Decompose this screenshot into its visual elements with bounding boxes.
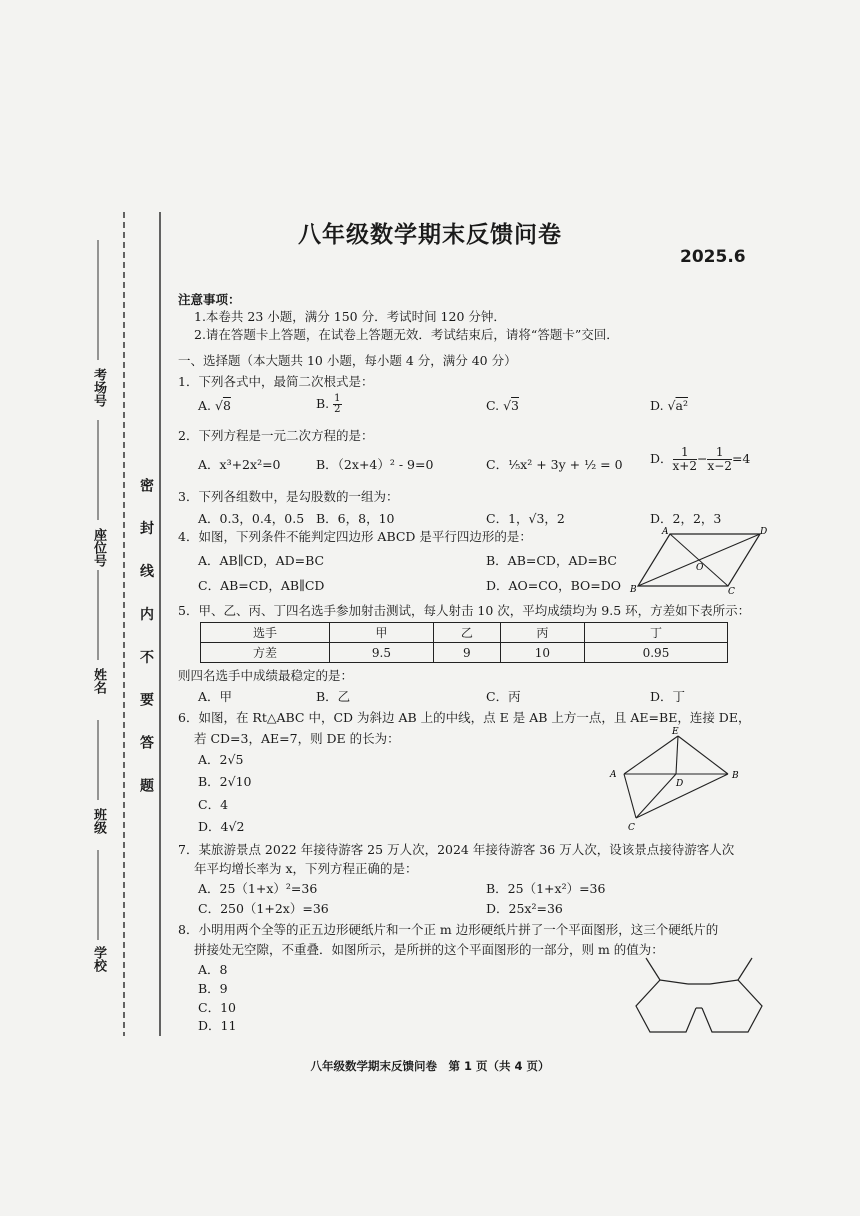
- m-gon-edge: [738, 958, 752, 980]
- left-pentagon: [636, 980, 696, 1032]
- name-label: 姓名: [91, 668, 106, 694]
- table-header-cell: 乙: [433, 623, 500, 643]
- segment-ac: [624, 774, 636, 818]
- q5-stem: 5．甲、乙、丙、丁四名选手参加射击测试，每人射击 10 次，平均成绩均为 9.5 环，方差如下表所示：: [178, 603, 751, 618]
- seat-label: 座位号: [91, 528, 106, 567]
- right-pentagon: [702, 980, 762, 1032]
- q2-option-d: D． $\frac{1}{x+2}$ − $\frac{1}{x-2}$ =4: [650, 445, 751, 473]
- point-label: B: [630, 585, 637, 594]
- segment-ae: [624, 736, 678, 774]
- q4-parallelogram-figure: [628, 524, 768, 594]
- q3-option-c: C．1，√3，2: [486, 511, 565, 526]
- q5-option-a: A．甲: [198, 689, 233, 704]
- q7-option-b: B．25（1+x²）=36: [486, 881, 606, 896]
- table-cell: 0.95: [584, 643, 727, 663]
- table-cell: 10: [500, 643, 584, 663]
- section1-heading: 一、选择题（本大题共 10 小题，每小题 4 分，满分 40 分）: [178, 353, 517, 368]
- q5-question: 则四名选手中成绩最稳定的是：: [178, 668, 354, 683]
- point-label: E: [672, 727, 679, 737]
- point-label: A: [662, 527, 669, 537]
- q4-option-d: D．AO=CO，BO=DO: [486, 578, 621, 593]
- q8-option-c: C．10: [198, 1000, 236, 1015]
- seal-line-text: 密 封 线 内 不 要 答 题: [138, 478, 154, 805]
- q3-stem: 3．下列各组数中，是勾股数的一组为：: [178, 489, 399, 504]
- q8-stem-2: 拼接处无空隙，不重叠．如图所示，是所拼的这个平面图形的一部分，则 m 的值为：: [194, 942, 664, 957]
- notes-heading: 注意事项：: [178, 292, 241, 307]
- m-gon-edge: [646, 958, 660, 980]
- q6-option-b: B．2√10: [198, 774, 252, 789]
- q2-option-b: B．（2x+4）² - 9=0: [316, 457, 434, 472]
- segment-cd: [636, 774, 676, 818]
- table-cell: 9.5: [330, 643, 434, 663]
- q5-option-d: D．丁: [650, 689, 686, 704]
- page-footer: 八年级数学期末反馈问卷 第 1 页（共 4 页）: [310, 1059, 550, 1073]
- q6-option-c: C．4: [198, 797, 229, 812]
- q7-option-a: A．25（1+x）²=36: [198, 881, 318, 896]
- point-label: A: [610, 770, 617, 780]
- q4-option-b: B．AB=CD，AD=BC: [486, 553, 617, 568]
- q7-stem-2: 年平均增长率为 x，下列方程正确的是：: [194, 861, 418, 876]
- q5-option-b: B．乙: [316, 689, 351, 704]
- point-label: C: [628, 823, 635, 833]
- segment-be: [678, 736, 728, 774]
- q8-option-a: A．8: [198, 962, 228, 977]
- table-header-cell: 丁: [584, 623, 727, 643]
- point-label: D: [760, 527, 768, 537]
- q6-stem: 6．如图，在 Rt△ABC 中，CD 为斜边 AB 上的中线，点 E 是 AB 上方一点，且 AE=BE，连接 DE，: [178, 710, 751, 725]
- q2-option-c: C．⅕x² + 3y + ½ = 0: [486, 457, 623, 472]
- q8-stem: 8．小明用两个全等的正五边形硬纸片和一个正 m 边形硬纸片拼了一个平面图形，这三个硬纸片的: [178, 922, 719, 937]
- point-label: C: [728, 587, 735, 594]
- q8-pentagon-figure: [626, 950, 776, 1040]
- point-label: D: [676, 779, 684, 789]
- q8-option-d: D．11: [198, 1018, 237, 1033]
- q1-stem: 1．下列各式中，最简二次根式是：: [178, 374, 374, 389]
- diagonal-bd: [638, 534, 760, 586]
- table-header-cell: 选手: [201, 623, 330, 643]
- note-item: 2.请在答题卡上答题，在试卷上答题无效．考试结束后，请将“答题卡”交回．: [194, 327, 619, 342]
- q6-stem-2: 若 CD=3，AE=7，则 DE 的长为：: [194, 731, 400, 746]
- q6-option-a: A．2√5: [198, 752, 244, 767]
- exam-date: 2025.6: [680, 247, 746, 267]
- q1-option-d: D. √a²: [650, 398, 688, 413]
- q7-stem: 7．某旅游景点 2022 年接待游客 25 万人次，2024 年接待游客 36 万人次，设该景点接待游客人次: [178, 842, 735, 857]
- q8-option-b: B．9: [198, 981, 228, 996]
- q6-triangle-figure: [606, 724, 756, 834]
- q5-option-c: C．丙: [486, 689, 521, 704]
- q4-stem: 4．如图，下列条件不能判定四边形 ABCD 是平行四边形的是：: [178, 529, 532, 544]
- variance-table: [200, 622, 728, 663]
- exam-room-label: 考场号: [91, 368, 106, 407]
- table-header-cell: 甲: [330, 623, 434, 643]
- q2-stem: 2．下列方程是一元二次方程的是：: [178, 428, 374, 443]
- q6-option-d: D．4√2: [198, 819, 245, 834]
- table-row: [201, 623, 728, 643]
- q7-option-d: D．25x²=36: [486, 901, 563, 916]
- page-title: 八年级数学期末反馈问卷: [298, 222, 562, 248]
- class-label: 班级: [91, 808, 106, 834]
- q4-option-a: A．AB∥CD，AD=BC: [198, 553, 325, 568]
- q1-option-a: A. √8: [198, 398, 231, 413]
- segment-de: [676, 736, 678, 774]
- q1-option-b: B. $\frac{1}{2}$: [316, 393, 341, 415]
- q7-option-c: C．250（1+2x）=36: [198, 901, 329, 916]
- table-cell: 9: [433, 643, 500, 663]
- table-cell: 方差: [201, 643, 330, 663]
- point-label: B: [732, 771, 739, 781]
- q3-option-a: A．0.3，0.4，0.5: [198, 511, 305, 526]
- q3-option-d: D．2，2，3: [650, 511, 722, 526]
- school-label: 学校: [91, 946, 106, 972]
- q4-option-c: C．AB=CD，AB∥CD: [198, 578, 325, 593]
- table-row: [201, 643, 728, 663]
- q3-option-b: B．6，8，10: [316, 511, 395, 526]
- q2-option-a: A．x³+2x²=0: [198, 457, 281, 472]
- q1-option-c: C. √3: [486, 398, 519, 413]
- table-header-cell: 丙: [500, 623, 584, 643]
- note-item: 1.本卷共 23 小题，满分 150 分．考试时间 120 分钟．: [194, 309, 506, 324]
- point-label: O: [696, 563, 704, 573]
